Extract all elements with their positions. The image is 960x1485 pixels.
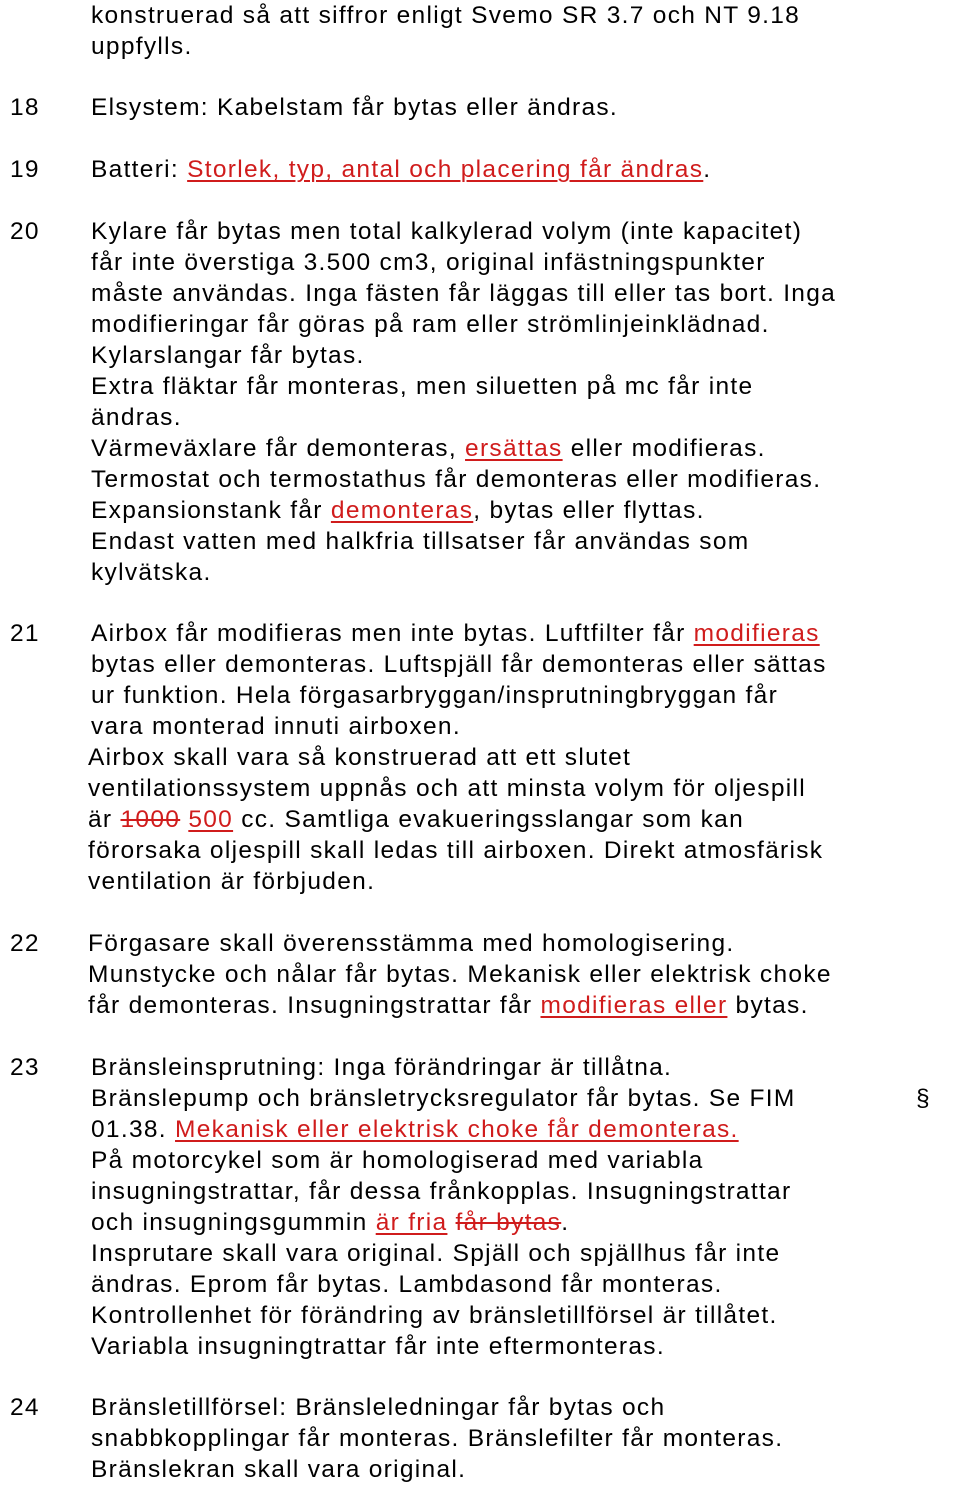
item-number: 24 (10, 1394, 40, 1421)
item-line: måste användas. Inga fästen får läggas till eller tas bort. Inga (91, 280, 837, 307)
text-segment: cc. Samtliga evakueringsslangar som kan (233, 806, 745, 833)
text-segment: är (88, 806, 121, 833)
item-line: Endast vatten med halkfria tillsatser får användas som (91, 528, 750, 555)
item-number: 18 (10, 94, 40, 121)
text-segment: Expansionstank får (91, 497, 331, 524)
item-line (91, 495, 705, 526)
item-number: 19 (10, 156, 40, 183)
item-line: ändras. (91, 404, 182, 431)
item-line (91, 433, 766, 464)
text-segment: 01.38. (91, 1116, 176, 1143)
item-number: 23 (10, 1054, 40, 1081)
text-segment: . (703, 156, 712, 183)
inserted-text: 500 (188, 806, 234, 833)
item-text (91, 154, 711, 185)
item-line: får inte överstiga 3.500 cm3, original infästningspunkter (91, 249, 766, 276)
text-segment: får demonteras. Insugningstrattar får (88, 992, 541, 1019)
item-line: På motorcykel som är homologiserad med variabla (91, 1147, 704, 1174)
text-segment: Batteri: (91, 156, 188, 183)
text-segment: Värmeväxlare får demonteras, (91, 435, 466, 462)
inserted-text: är fria (375, 1209, 448, 1236)
item-line: Kontrollenhet för förändring av bränsletillförsel är tillåtet. (91, 1302, 778, 1329)
item-line: snabbkopplingar får monteras. Bränslefilter får monteras. (91, 1425, 784, 1452)
item-line: kylvätska. (91, 559, 212, 586)
item-line: vara monterad innuti airboxen. (91, 713, 461, 740)
item-line: ventilationssystem uppnås och att minsta volym för oljespill (88, 775, 807, 802)
item-line: Bränsleinsprutning: Inga förändringar är tillåtna. (91, 1054, 673, 1081)
deleted-text: 1000 (120, 806, 181, 833)
item-line: Munstycke och nålar får bytas. Mekanisk eller elektrisk choke (88, 961, 832, 988)
item-line (91, 1114, 739, 1145)
item-line (91, 618, 820, 649)
item-line (88, 804, 744, 835)
item-line: ventilation är förbjuden. (88, 868, 376, 895)
inserted-text: demonteras (330, 497, 474, 524)
inserted-text: ersättas (465, 435, 563, 462)
section-mark: § (916, 1085, 931, 1112)
item-line: Insprutare skall vara original. Spjäll och spjällhus får inte (91, 1240, 781, 1267)
item-line: Variabla insugningtrattar får inte eftermonteras. (91, 1333, 665, 1360)
item-line: Förgasare skall överensstämma med homologisering. (88, 930, 735, 957)
intro-line-1: konstruerad så att siffror enligt Svemo SR 3.7 och NT 9.18 (91, 2, 801, 29)
inserted-text: Mekanisk eller elektrisk choke får demonteras. (175, 1116, 739, 1143)
item-line: insugningstrattar, får dessa frånkopplas. Insugningstrattar (91, 1178, 792, 1205)
text-segment: bytas. (727, 992, 809, 1019)
item-line: Bränslekran skall vara original. (91, 1456, 467, 1483)
item-number: 20 (10, 218, 40, 245)
item-line: ur funktion. Hela förgasarbryggan/insprutningbryggan får (91, 682, 779, 709)
item-line: Bränslepump och bränsletrycksregulator får bytas. Se FIM (91, 1085, 796, 1112)
item-line: modifieringar får göras på ram eller strömlinjeinklädnad. (91, 311, 770, 338)
item-text: Elsystem: Kabelstam får bytas eller ändras. (91, 94, 619, 121)
text-segment: eller modifieras. (562, 435, 766, 462)
item-line: Airbox skall vara så konstruerad att ett slutet (88, 744, 632, 771)
deleted-text: får bytas (455, 1209, 562, 1236)
item-line (91, 1207, 569, 1238)
inserted-text: modifieras eller (540, 992, 728, 1019)
item-line: Bränsletillförsel: Bränsleledningar får bytas och (91, 1394, 666, 1421)
inserted-text: modifieras (693, 620, 820, 647)
item-line: Extra fläktar får monteras, men siluetten på mc får inte (91, 373, 754, 400)
inserted-text: Storlek, typ, antal och placering får ändras (187, 156, 704, 183)
item-line: bytas eller demonteras. Luftspjäll får demonteras eller sättas (91, 651, 827, 678)
item-line: ändras. Eprom får bytas. Lambdasond får monteras. (91, 1271, 723, 1298)
text-segment: , bytas eller flyttas. (473, 497, 705, 524)
intro-line-2: uppfylls. (91, 33, 193, 60)
text-segment: Airbox får modifieras men inte bytas. Luftfilter får (91, 620, 694, 647)
text-segment: . (561, 1209, 570, 1236)
item-line (88, 990, 809, 1021)
item-line: Kylarslangar får bytas. (91, 342, 365, 369)
text-segment (447, 1209, 455, 1236)
item-number: 22 (10, 930, 40, 957)
item-line: Kylare får bytas men total kalkylerad volym (inte kapacitet) (91, 218, 803, 245)
item-line: förorsaka oljespill skall ledas till airboxen. Direkt atmosfärisk (88, 837, 824, 864)
item-line: Termostat och termostathus får demonteras eller modifieras. (91, 466, 822, 493)
item-number: 21 (10, 620, 40, 647)
text-segment: och insugningsgummin (91, 1209, 376, 1236)
